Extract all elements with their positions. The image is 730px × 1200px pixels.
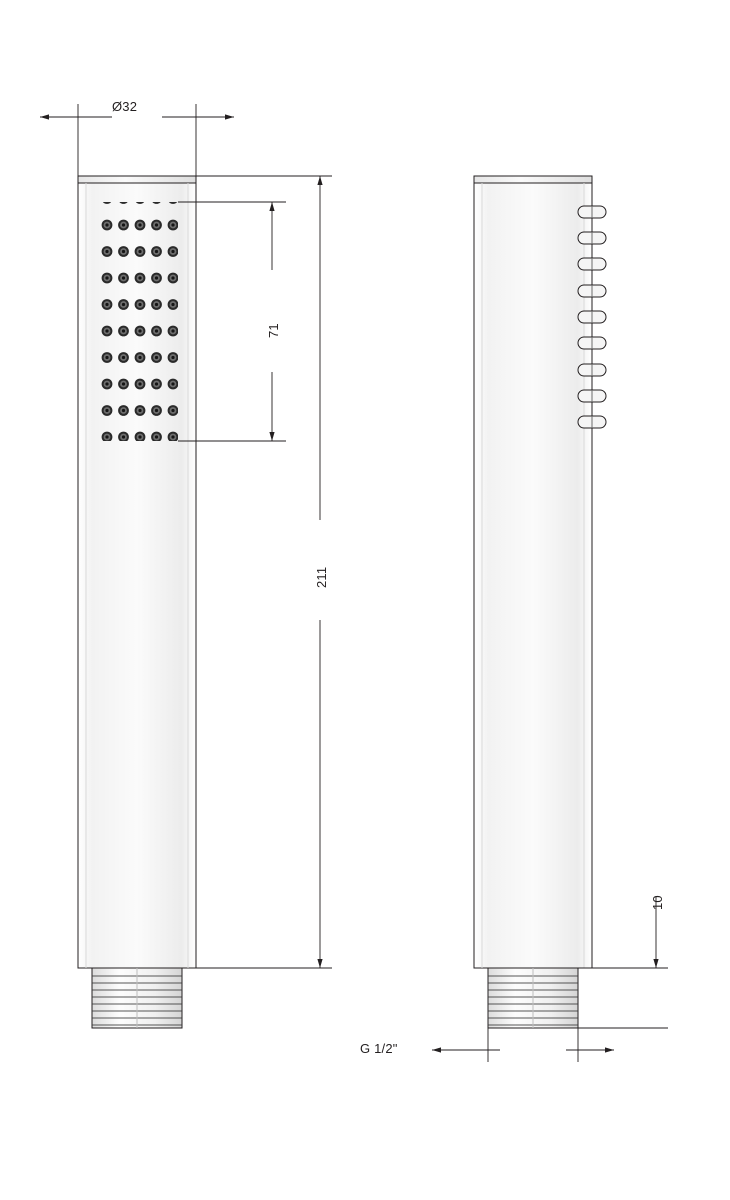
front-view-geometry [78,176,196,1028]
dimension-label-diameter-top: Ø32 [112,99,138,114]
side-view-geometry [474,176,606,1028]
dimension-label-thread-length: 10 [650,895,665,910]
dimension-label-thread-spec: G 1/2" [360,1041,398,1056]
dimension-label-overall-length: 211 [314,566,329,588]
dimension-label-spray-face-length: 71 [266,323,281,338]
